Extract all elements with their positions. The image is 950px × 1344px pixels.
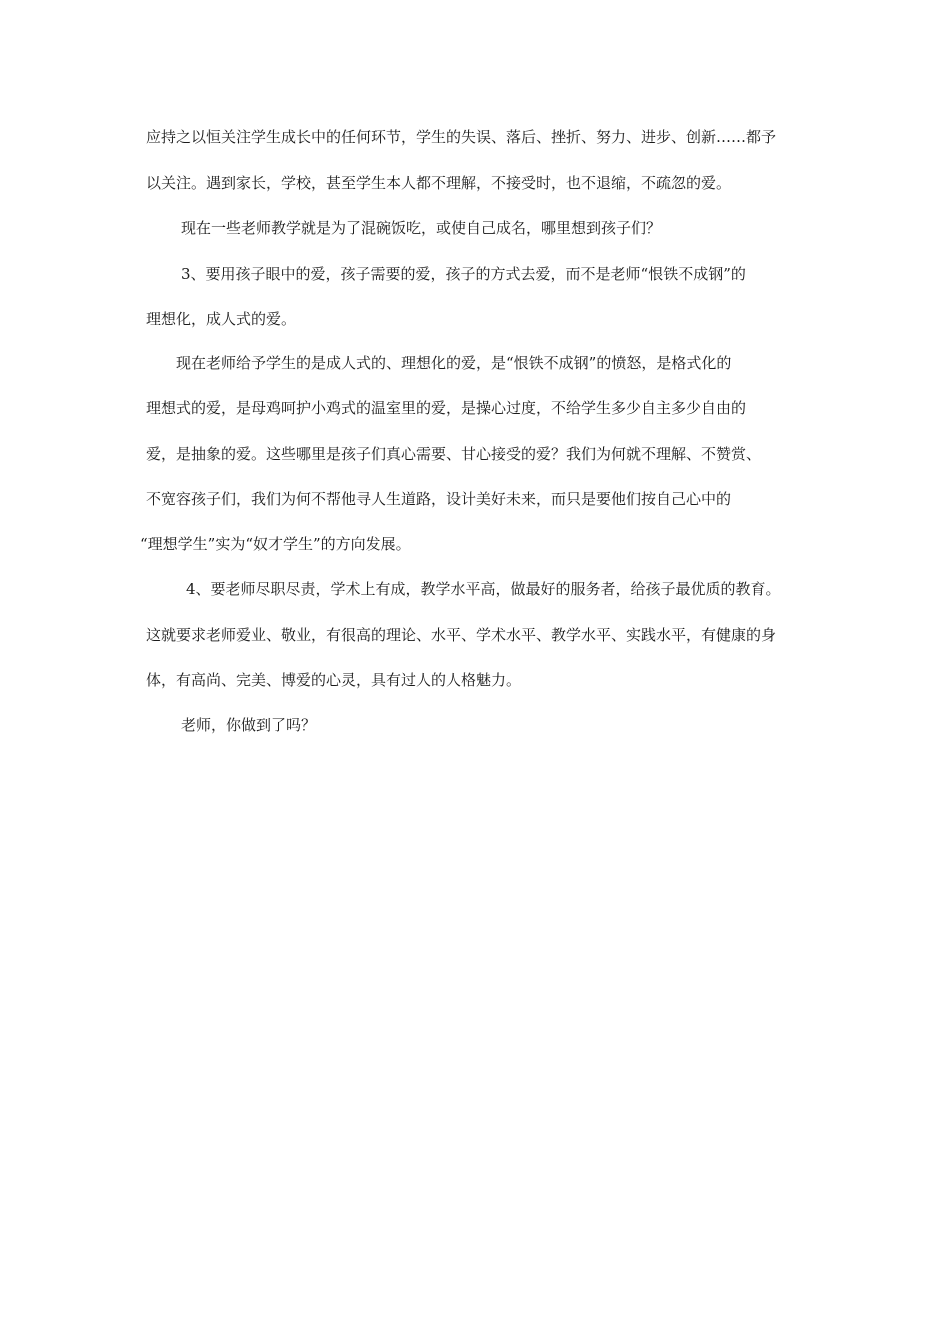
paragraph-line: 老师，你做到了吗？ — [181, 716, 317, 734]
paragraph-line: 现在老师给予学生的是成人式的、理想化的爱，是“恨铁不成钢”的愤怒，是格式化的 — [176, 354, 732, 372]
paragraph-line: 不宽容孩子们，我们为何不帮他寻人生道路，设计美好未来，而只是要他们按自己心中的 — [146, 490, 732, 508]
paragraph-line: 4、要老师尽职尽责，学术上有成，教学水平高，做最好的服务者，给孩子最优质的教育。 — [186, 580, 781, 598]
paragraph-line: 理想式的爱，是母鸡呵护小鸡式的温室里的爱，是操心过度，不给学生多少自主多少自由的 — [146, 399, 747, 417]
paragraph-line: 3、要用孩子眼中的爱，孩子需要的爱，孩子的方式去爱，而不是老师“恨铁不成钢”的 — [181, 265, 746, 283]
paragraph-line: 应持之以恒关注学生成长中的任何环节，学生的失误、落后、挫折、努力、进步、创新……都予 — [146, 128, 777, 146]
paragraph-line: 体，有高尚、完美、博爱的心灵，具有过人的人格魅力。 — [146, 671, 522, 689]
paragraph-line: 以关注。遇到家长，学校，甚至学生本人都不理解，不接受时，也不退缩，不疏忽的爱。 — [146, 174, 732, 192]
paragraph-line: 这就要求老师爱业、敬业，有很高的理论、水平、学术水平、教学水平、实践水平，有健康的身 — [146, 626, 777, 644]
paragraph-line: 理想化，成人式的爱。 — [146, 310, 297, 328]
paragraph-line: 现在一些老师教学就是为了混碗饭吃，或使自己成名，哪里想到孩子们？ — [181, 219, 662, 237]
paragraph-line: 爱，是抽象的爱。这些哪里是孩子们真心需要、甘心接受的爱？我们为何就不理解、不赞赏、 — [146, 445, 762, 463]
paragraph-line: “理想学生”实为“奴才学生”的方向发展。 — [140, 535, 411, 553]
